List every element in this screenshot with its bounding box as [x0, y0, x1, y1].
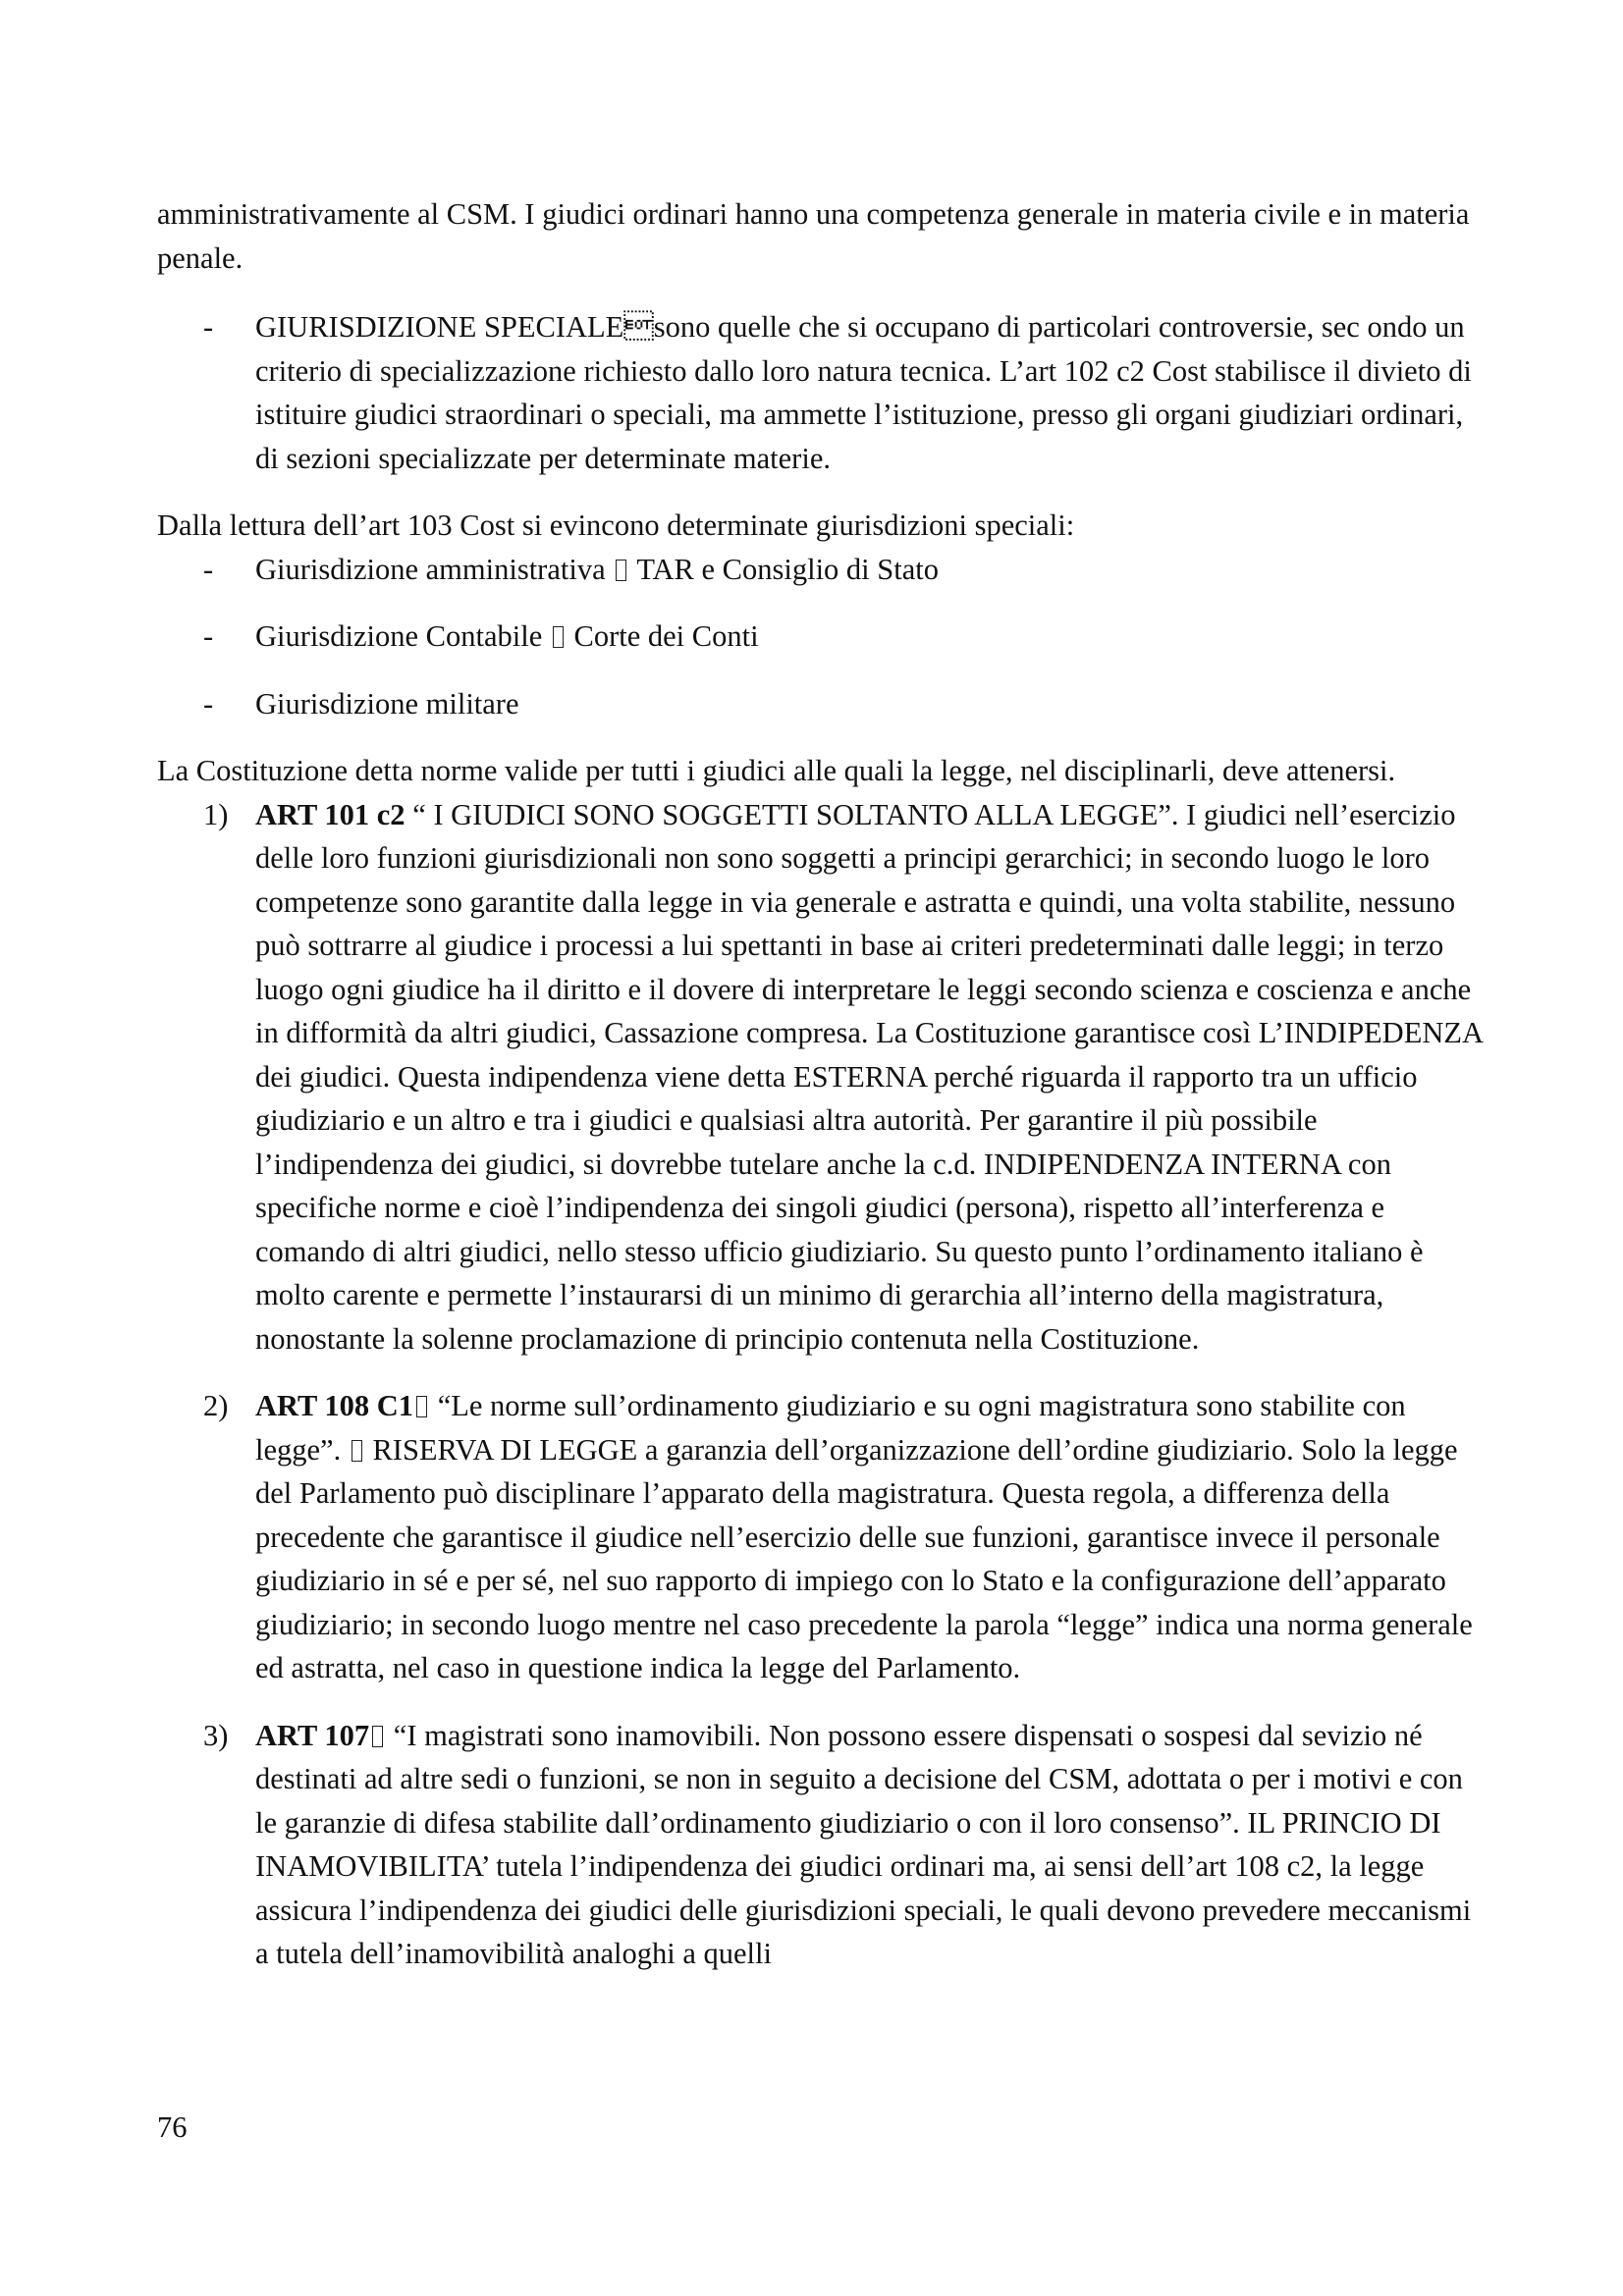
constitution-intro-paragraph: La Costituzione detta norme valide per tutti i giudici alle quali la legge, nel disciplinarli, deve attenersi.: [157, 754, 1396, 787]
article-title: ART 107: [255, 1718, 370, 1752]
number-marker: 3): [203, 1718, 229, 1752]
lead-in-paragraph: Dalla lettura dell’art 103 Cost si evincono determinate giurisdizioni speciali:: [157, 508, 1075, 542]
bullet-marker: -: [203, 310, 214, 344]
arrow-icon: [352, 1440, 362, 1462]
article-title: ART 108 C1: [255, 1389, 414, 1422]
list-item-giurisdizione-speciale: [157, 305, 1483, 480]
list-item-text: Giurisdizione Contabile: [255, 619, 543, 653]
article-item-107: [157, 1714, 1483, 1976]
list-item-contabile: [157, 614, 1483, 659]
number-marker: 2): [203, 1389, 229, 1422]
list-item-text: Giurisdizione amministrativa: [255, 552, 606, 586]
article-item-101: [157, 793, 1483, 1362]
list-item-text: Corte dei Conti: [573, 619, 759, 653]
list-item-amministrativa: [157, 548, 1483, 592]
arrow-icon: [416, 1396, 427, 1417]
article-body: “I magistrati sono inamovibili. Non possono essere dispensati o sospesi dal sevizio né destinati ad altre sedi o funzioni, se non in seguito a decisione del CSM, adottata o per i motivi e con le garanzie di difesa stabilite dall’ordinamento giudiziario o con il loro consenso”. IL PRINCIO DI INAMOVIBILITA’ tutela l’indipendenza dei giudici ordinari ma, ai sensi dell’art 108 c2, la legge assicura l’indipendenza dei giudici delle giurisdizioni speciali, le quali devono prevedere meccanismi a tutela dell’inamovibilità analoghi a quelli: [255, 1718, 1472, 1970]
bullet-marker: -: [203, 552, 214, 586]
list-item-militare: [157, 682, 1483, 726]
article-title: ART 101 c2: [255, 797, 406, 831]
list-item-text: TAR e Consiglio di Stato: [636, 552, 939, 586]
list-item-text: Giurisdizione militare: [255, 686, 519, 721]
bullet-marker: -: [203, 619, 214, 653]
arrow-icon: [372, 1726, 383, 1747]
number-marker: 1): [203, 797, 229, 831]
arrow-icon: [553, 626, 564, 648]
article-item-108: [157, 1384, 1483, 1690]
list-item-text: GIURISDIZIONE SPECIALEsono quelle che si occupano di particolari controversie, sec ondo un criterio di specializzazione richiesto dallo loro natura tecnica. L’art 102 c2 Cost stabilisce il divieto di istituire giudici straordinari o speciali, ma ammette l’istituzione, presso gli organi giudiziari ordinari, di sezioni specializzate per determinate materie.: [255, 310, 1472, 475]
article-body: “Le norme sull’ordinamento giudiziario e su ogni magistratura sono stabilite con legge”.: [255, 1389, 1406, 1467]
article-body: RISERVA DI LEGGE a garanzia dell’organizzazione dell’ordine giudiziario. Solo la legge del Parlamento può disciplinare l’apparato della magistratura. Questa regola, a differenza della precedente che garantisce il giudice nell’esercizio delle sue funzioni, garantisce invece il personale giudiziario in sé e per sé, nel suo rapporto di impiego con lo Stato e la configurazione dell’apparato giudiziario; in secondo luogo mentre nel caso precedente la parola “legge” indica una norma generale ed astratta, nel caso in questione indica la legge del Parlamento.: [255, 1432, 1473, 1684]
page-content: [157, 192, 1483, 1976]
arrow-icon: [616, 560, 626, 581]
page-number: 76: [157, 2110, 188, 2144]
bullet-marker: -: [203, 686, 214, 721]
article-body: “ I GIUDICI SONO SOGGETTI SOLTANTO ALLA LEGGE”. I giudici nell’esercizio delle loro funzioni giurisdizionali non sono soggetti a principi gerarchici; in secondo luogo le loro competenze sono garantite dalla legge in via generale e astratta e quindi, una volta stabilite, nessuno può sottrarre al giudice i processi a lui spettanti in base ai criteri predeterminati dalle leggi; in terzo luogo ogni giudice ha il diritto e il dovere di interpretare le leggi secondo scienza e coscienza e anche in difformità da altri giudici, Cassazione compresa. La Costituzione garantisce così L’INDIPEDENZA dei giudici. Questa indipendenza viene detta ESTERNA perché riguarda il rapporto tra un ufficio giudiziario e un altro e tra i giudici e qualsiasi altra autorità. Per garantire il più possibile l’indipendenza dei giudici, si dovrebbe tutelare anche la c.d. INDIPENDENZA INTERNA con specifiche norme e cioè l’indipendenza dei singoli giudici (persona), rispetto all’interferenza e comando di altri giudici, nello stesso ufficio giudiziario. Su questo punto l’ordinamento italiano è molto carente e permette l’instaurarsi di un minimo di gerarchia all’interno della magistratura, nonostante la solenne proclamazione di principio contenuta nella Costituzione.: [255, 797, 1483, 1356]
intro-continuation: amministrativamente al CSM. I giudici ordinari hanno una competenza generale in materia civile e in materia penale.: [157, 197, 1470, 275]
